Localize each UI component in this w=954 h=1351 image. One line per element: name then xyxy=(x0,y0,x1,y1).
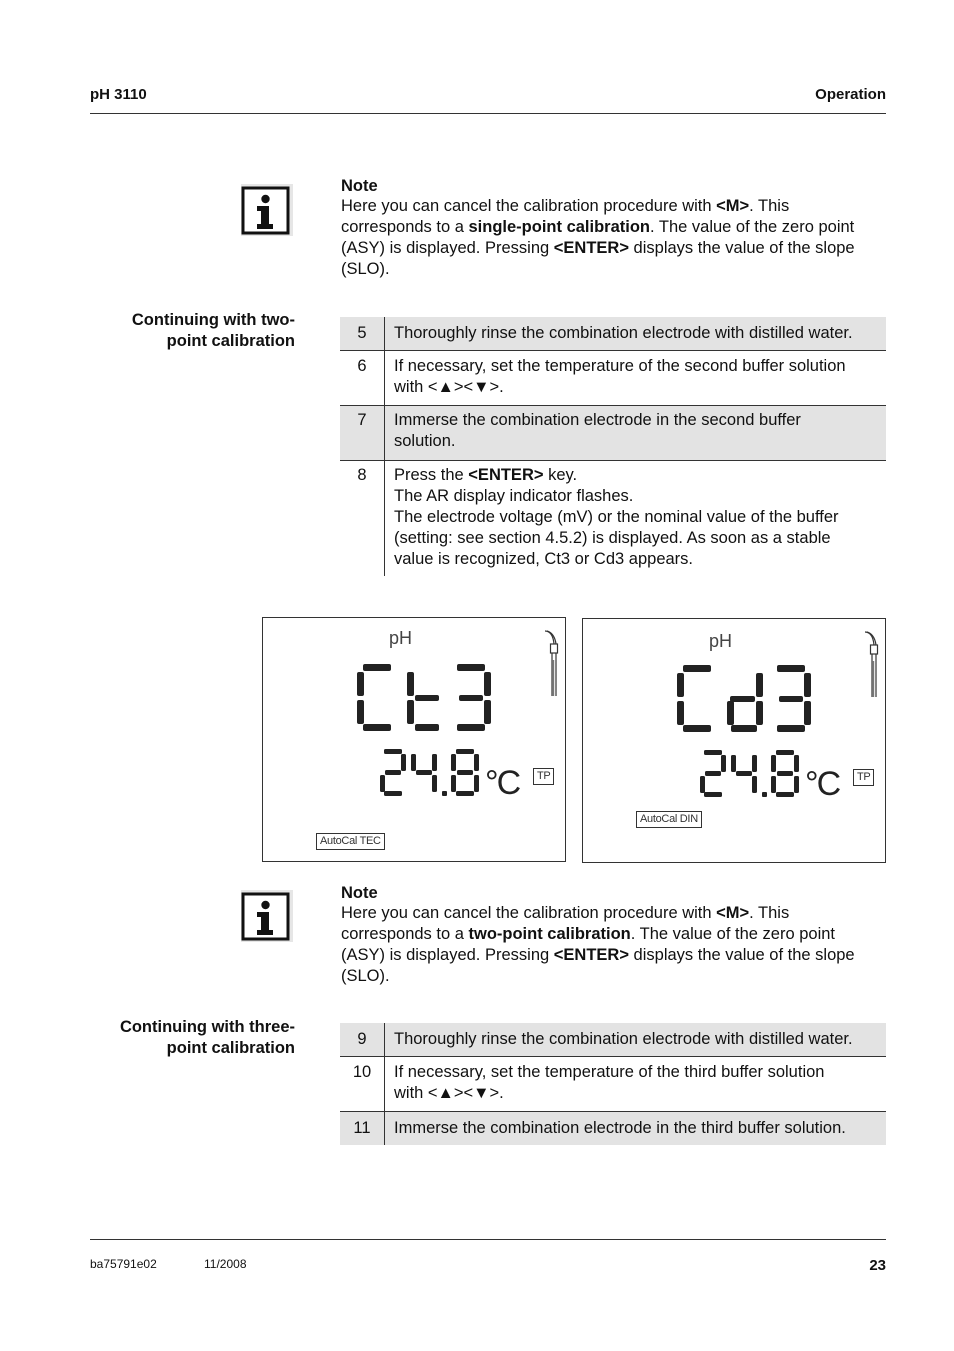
header-section: Operation xyxy=(815,86,886,103)
unit-label: pH xyxy=(389,628,413,648)
lcd-display-cd3 xyxy=(582,618,886,863)
autocal-mode: AutoCal DIN xyxy=(636,811,702,828)
tp-indicator: TP xyxy=(853,769,874,786)
temp-unit: °C xyxy=(485,764,520,802)
note-title: Note xyxy=(341,884,378,902)
header-product: pH 3110 xyxy=(90,86,147,103)
unit-label: pH xyxy=(709,631,733,651)
electrode-icon xyxy=(863,631,879,701)
step-row: 7 Immerse the combination electrode in the second buffer solution. xyxy=(340,406,886,461)
lcd-main-cd3 xyxy=(675,663,815,735)
footer-date: 11/2008 xyxy=(204,1257,247,1271)
temp-unit: °C xyxy=(805,765,840,803)
note-title: Note xyxy=(341,177,378,195)
step-row: 5 Thoroughly rinse the combination electrode with distilled water. xyxy=(340,317,886,351)
steps-table-three-point xyxy=(340,1023,886,1145)
info-icon xyxy=(241,184,293,241)
lcd-main-ct3 xyxy=(355,662,495,734)
header-rule xyxy=(90,113,886,114)
tp-indicator: TP xyxy=(533,768,554,785)
note-1 xyxy=(341,177,891,280)
lcd-temp-ct3 xyxy=(379,748,485,798)
step-row: 9 Thoroughly rinse the combination electrode with distilled water. xyxy=(340,1023,886,1057)
footer-rule xyxy=(90,1239,886,1240)
electrode-icon xyxy=(543,630,559,700)
info-icon xyxy=(241,890,293,947)
note-text: Here you can cancel the calibration procedure with <M>. This corresponds to a two-point calibration. The value of the zero point (ASY) is displayed. Pressing <ENTER> displays the value of the slope (SLO). xyxy=(341,904,855,985)
step-row: 8 Press the <ENTER> key. The AR display indicator flashes. The electrode voltage (mV) or the nominal value of the buffer (setting: see section 4.5.2) is displayed. As soon as a stable value is recognized, Ct3 or Cd3 appears. xyxy=(340,461,886,577)
note-text: Here you can cancel the calibration procedure with <M>. This corresponds to a single-point calibration. The value of the zero point (ASY) is displayed. Pressing <ENTER> displays the value of the slope (SLO). xyxy=(341,197,855,278)
step-row: 10 If necessary, set the temperature of the third buffer solution with <▲><▼>. xyxy=(340,1057,886,1112)
lcd-temp-cd3 xyxy=(699,749,805,799)
step-row: 11 Immerse the combination electrode in the third buffer solution. xyxy=(340,1112,886,1146)
section-label-two-point: Continuing with two- point calibration xyxy=(131,311,295,350)
note-2 xyxy=(341,884,891,987)
autocal-mode: AutoCal TEC xyxy=(316,833,385,850)
lcd-display-ct3 xyxy=(262,617,566,862)
step-row: 6 If necessary, set the temperature of the second buffer solution with <▲><▼>. xyxy=(340,351,886,406)
footer-doc-id: ba75791e02 xyxy=(90,1257,157,1271)
section-label-three-point: Continuing with three- point calibration xyxy=(119,1018,295,1057)
steps-table-two-point xyxy=(340,317,886,576)
page-number: 23 xyxy=(869,1257,886,1274)
